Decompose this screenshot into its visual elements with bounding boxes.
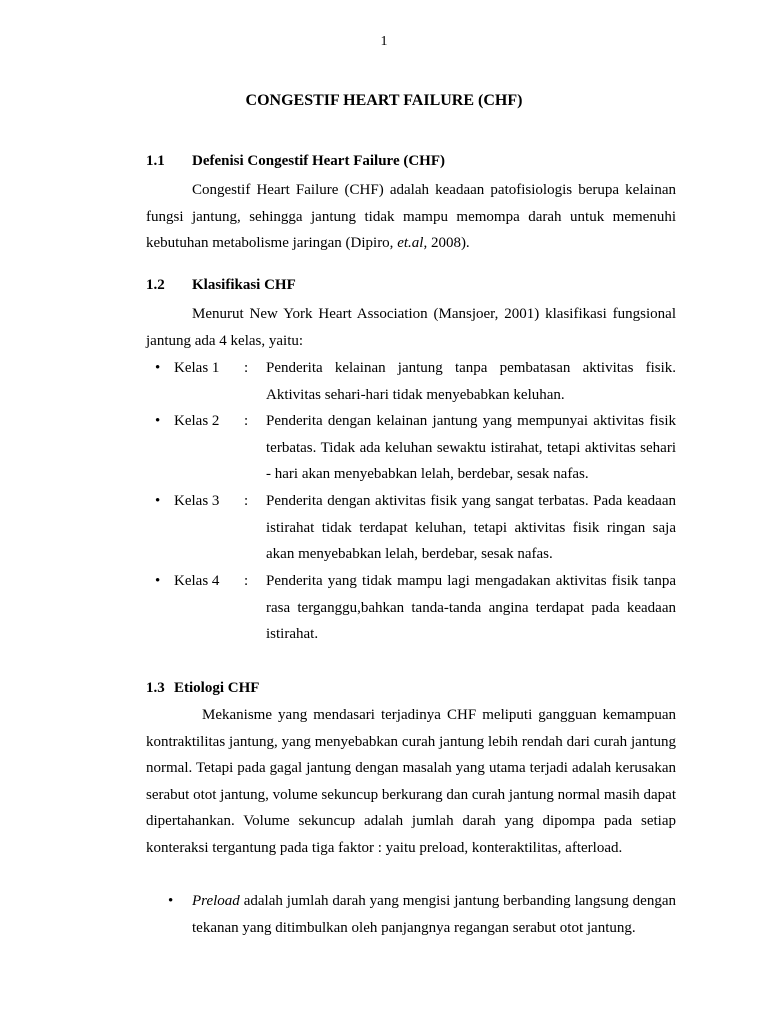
bullet-icon: • (168, 893, 174, 909)
class-name: Kelas 1 (174, 360, 220, 376)
class-item (155, 408, 676, 488)
class-item (155, 568, 676, 648)
list-item (168, 888, 676, 941)
class-description: Penderita yang tidak mampu lagi mengadakan aktivitas fisik tanpa rasa terganggu,bahkan tanda-tanda angina terdapat pada keadaan istirahat. (266, 573, 676, 642)
section-number: 1.2 (146, 277, 165, 293)
section-number: 1.1 (146, 153, 165, 169)
page-number: 1 (380, 34, 388, 49)
bullet-icon: • (155, 493, 161, 509)
class-description: Penderita dengan aktivitas fisik yang sangat terbatas. Pada keadaan istirahat tidak terdapat keluhan, tetapi aktivitas fisik ringan saja akan menyebabkan lelah, berdebar, sesak nafas. (266, 493, 676, 562)
section-title: Klasifikasi CHF (192, 277, 296, 293)
section-title: Etiologi CHF (174, 680, 260, 696)
list-item-body: adalah jumlah darah yang mengisi jantung berbanding langsung dengan tekanan yang ditimbulkan oleh panjangnya regangan serabut otot jantung. (192, 893, 676, 936)
class-name: Kelas 3 (174, 493, 220, 509)
paragraph-text-end: , 2008). (423, 235, 470, 251)
bullet-icon: • (155, 573, 161, 589)
class-colon: : (244, 493, 249, 509)
section-heading-1-3 (146, 680, 259, 697)
section-heading-1-2 (146, 277, 296, 294)
class-item (155, 488, 676, 568)
page-title: CONGESTIF HEART FAILURE (CHF) (245, 92, 523, 109)
paragraph-text: Congestif Heart Failure (CHF) adalah keadaan patofisiologis berupa kelainan fungsi jantung, sehingga jantung tidak mampu memompa darah untuk memenuhi kebutuhan metabolisme jaringan (Dipiro, (146, 182, 676, 251)
section-paragraph-1-2: Menurut New York Heart Association (Mansjoer, 2001) klasifikasi fungsional jantung ada 4 kelas, yaitu: (146, 306, 676, 349)
section-heading-1-1 (146, 153, 445, 170)
bullet-icon: • (155, 360, 161, 376)
bullet-icon: • (155, 413, 161, 429)
class-colon: : (244, 413, 249, 429)
paragraph-italic-text: et.al (397, 235, 424, 251)
section-number: 1.3 (146, 680, 165, 696)
list-item-text (192, 888, 676, 941)
class-colon: : (244, 573, 249, 589)
class-name: Kelas 2 (174, 413, 220, 429)
section-paragraph-1-1 (146, 177, 676, 257)
class-colon: : (244, 360, 249, 376)
class-description: Penderita dengan kelainan jantung yang mempunyai aktivitas fisik terbatas. Tidak ada keluhan sewaktu istirahat, tetapi aktivitas sehari - hari akan menyebabkan lelah, berdebar, sesak nafas. (266, 413, 676, 482)
section-title: Defenisi Congestif Heart Failure (CHF) (192, 153, 446, 169)
section-paragraph-1-3: Mekanisme yang mendasari terjadinya CHF meliputi gangguan kemampuan kontraktilitas jantung, yang menyebabkan curah jantung lebih rendah dari curah jantung normal. Tetapi pada gagal jantung dengan masalah yang utama terjadi adalah kerusakan serabut otot jantung, volume sekuncup berkurang dan curah jantung normal masih dapat dipertahankan. Volume sekuncup adalah jumlah darah yang dipompa pada setiap konteraksi tergantung pada tiga faktor : yaitu preload, konteraktilitas, afterload. (146, 707, 676, 856)
list-item-term: Preload (192, 893, 240, 909)
class-description: Penderita kelainan jantung tanpa pembatasan aktivitas fisik. Aktivitas sehari-hari tidak menyebabkan keluhan. (266, 360, 676, 403)
class-item (155, 355, 676, 408)
class-name: Kelas 4 (174, 573, 220, 589)
